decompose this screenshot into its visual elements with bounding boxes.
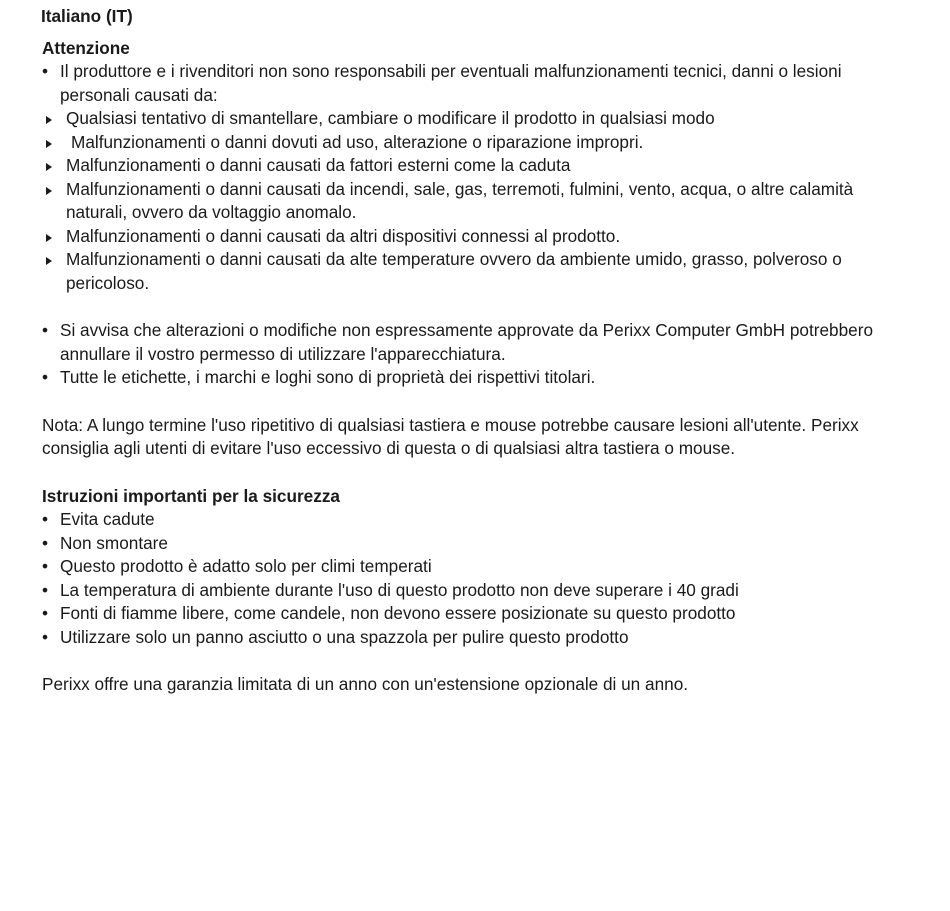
list-item [42,602,912,626]
safety-list [42,508,912,649]
bullet-icon: • [42,367,49,387]
list-item [42,107,912,131]
attention-list [42,60,912,295]
attention-heading: Attenzione [42,37,130,58]
warranty-text: Perixx offre una garanzia limitata di un anno con un'estensione opzionale di un anno. [42,674,689,694]
safety-item: Non smontare [60,532,168,553]
notices-list [42,319,912,390]
cause-text: Malfunzionamenti o danni causati da altri dispositivi connessi al prodotto. [66,225,621,246]
list-item [42,60,912,295]
triangle-bullet-icon [46,234,52,242]
bullet-icon: • [42,532,49,553]
bullet-icon: • [42,509,49,529]
triangle-bullet-icon [46,116,52,124]
triangle-bullet-icon [46,163,52,171]
cause-text: Qualsiasi tentativo di smantellare, cambiare o modificare il prodotto in qualsiasi modo [66,108,715,128]
safety-item: Utilizzare solo un panno asciutto o una spazzola per pulire questo prodotto [60,626,629,647]
list-item [42,579,912,603]
safety-heading: Istruzioni importanti per la sicurezza [42,485,340,506]
bullet-icon: • [42,579,49,600]
safety-item: Evita cadute [60,509,155,529]
causes-list [42,107,912,295]
safety-item: Fonti di fiamme libere, come candele, non devono essere posizionate su questo prodotto [60,603,736,623]
bullet-icon: • [42,603,49,623]
language-title: Italiano (IT) [41,6,133,26]
safety-item: Questo prodotto è adatto solo per climi temperati [60,556,432,576]
list-item [42,131,912,155]
triangle-bullet-icon [46,187,52,195]
list-item [42,532,912,556]
triangle-bullet-icon [46,257,52,265]
list-item [42,154,912,178]
list-item [42,366,912,390]
bullet-icon: • [42,556,49,576]
triangle-bullet-icon [46,140,52,148]
notice-text: Tutte le etichette, i marchi e loghi sono di proprietà dei rispettivi titolari. [60,367,596,387]
list-item [42,319,912,366]
cause-text: Malfunzionamenti o danni causati da fattori esterni come la caduta [66,155,571,175]
cause-text: Malfunzionamenti o danni causati da alte temperature ovvero da ambiente umido, grasso, polveroso o pericoloso. [66,249,842,293]
list-item [42,248,912,295]
list-item [42,626,912,650]
cause-text: Malfunzionamenti o danni dovuti ad uso, alterazione o riparazione impropri. [71,131,644,152]
list-item [42,508,912,532]
list-item [42,178,912,225]
bullet-icon: • [42,320,49,340]
ergonomic-note: Nota: A lungo termine l'uso ripetitivo di qualsiasi tastiera e mouse potrebbe causare lesioni all'utente. Perixx consiglia agli utenti di evitare l'uso eccessivo di questa o di qualsiasi altra tastiera o mouse. [42,414,859,458]
bullet-icon: • [42,61,49,81]
list-item [42,555,912,579]
safety-item: La temperatura di ambiente durante l'uso di questo prodotto non deve superare i 40 gradi [60,579,739,600]
notice-text: Si avvisa che alterazioni o modifiche non espressamente approvate da Perixx Computer GmbH potrebbero annullare il vostro permesso di utilizzare l'apparecchiatura. [60,320,874,364]
bullet-icon: • [42,626,49,647]
cause-text: Malfunzionamenti o danni causati da incendi, sale, gas, terremoti, fulmini, vento, acqua, o altre calamità naturali, ovvero da voltaggio anomalo. [66,178,854,222]
liability-intro: Il produttore e i rivenditori non sono responsabili per eventuali malfunzionamenti tecnici, danni o lesioni personali causati da: [60,61,842,105]
list-item [42,225,912,249]
